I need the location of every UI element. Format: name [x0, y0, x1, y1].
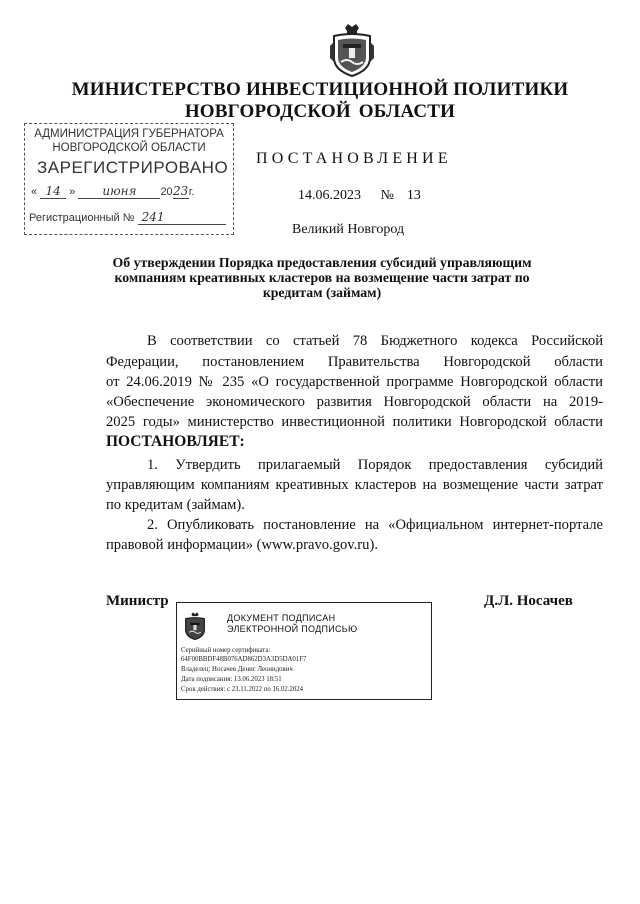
ministry-name-line2: НОВГОРОДСКОЙ ОБЛАСТИ	[184, 101, 456, 122]
stamp-org-line2: НОВГОРОДСКОЙ ОБЛАСТИ	[52, 142, 206, 154]
ministry-name-line1: МИНИСТЕРСТВО ИНВЕСТИЦИОННОЙ ПОЛИТИКИ	[71, 79, 569, 100]
document-number-label: №	[380, 188, 394, 203]
item1-line: по кредитам (займам).	[106, 497, 245, 513]
electronic-signature-box	[176, 602, 432, 700]
preamble-line: от 24.06.2019 № 235 «О государственной программе Новгородской области	[106, 374, 603, 390]
subject-line: компаниям креативных кластеров на возмещение части затрат по	[114, 270, 530, 285]
stamp-org-line1: АДМИНИСТРАЦИЯ ГУБЕРНАТОРА	[34, 128, 224, 140]
decree-word: ПОСТАНОВЛЯЕТ:	[106, 433, 245, 450]
certificate-validity: Срок действия: с 23.11.2022 по 16.02.2024	[181, 686, 304, 693]
document-date-number	[298, 188, 421, 204]
document-date: 14.06.2023	[298, 188, 361, 203]
stamp-date-month: июня	[78, 184, 160, 199]
signature-box-title2: ЭЛЕКТРОННОЙ ПОДПИСЬЮ	[227, 624, 358, 634]
stamp-date-year-suffix: г.	[188, 186, 195, 198]
stamp-date-close-quote: »	[69, 186, 76, 198]
stamp-date-open-quote: «	[31, 186, 38, 198]
preamble-line: «Обеспечение экономического развития Новгородской области на 2019-	[106, 394, 603, 410]
stamp-reg-label: Регистрационный №	[29, 212, 135, 224]
stamp-date	[31, 184, 231, 199]
signatory-name: Д.Л. Носачев	[484, 593, 573, 609]
preamble-line: 2025 годы» министерство инвестиционной политики Новгородской области	[106, 414, 603, 430]
item1-line: 1. Утвердить прилагаемый Порядок предоставления субсидий	[147, 457, 603, 473]
preamble-line: В соответствии со статьей 78 Бюджетного кодекса Российской	[147, 333, 603, 349]
certificate-serial-number: 64F00BBDF48B076AD862D3A3D5DA01F7	[181, 656, 307, 663]
stamp-date-year: 23	[173, 184, 189, 198]
document-number: 13	[406, 188, 421, 203]
subject-line: кредитам (займам)	[262, 285, 382, 300]
document-type: ПОСТАНОВЛЕНИЕ	[256, 150, 452, 167]
stamp-registration-number	[29, 210, 226, 225]
subject-line: Об утверждении Порядка предоставления субсидий управляющим	[112, 255, 532, 270]
coat-of-arms-icon	[183, 611, 207, 641]
item1-line: управляющим компаниям креативных кластеров на возмещение части затрат	[106, 477, 603, 493]
registration-stamp	[24, 123, 234, 235]
certificate-serial-label: Серийный номер сертификата:	[181, 647, 271, 654]
item2-line: правовой информации» (www.pravo.gov.ru).	[106, 537, 378, 553]
signing-date: Дата подписания: 13.06.2023 18:51	[181, 676, 282, 683]
coat-of-arms-icon	[329, 22, 375, 78]
signature-box-title1: ДОКУМЕНТ ПОДПИСАН	[227, 613, 336, 623]
document-city: Великий Новгород	[292, 222, 405, 237]
preamble-line: Федерации, постановлением Правительства Новгородской области	[106, 354, 603, 370]
certificate-owner: Владелец: Носачев Денис Леонидович	[181, 666, 293, 673]
stamp-reg-number: 241	[138, 210, 226, 225]
stamp-registered-label: ЗАРЕГИСТРИРОВАНО	[37, 158, 229, 177]
signatory-position: Министр	[106, 593, 169, 609]
stamp-date-year-prefix: 20	[160, 186, 173, 198]
stamp-date-day: 14	[40, 184, 66, 199]
item2-line: 2. Опубликовать постановление на «Официальном интернет-портале	[147, 517, 603, 533]
document-subject	[96, 255, 548, 300]
